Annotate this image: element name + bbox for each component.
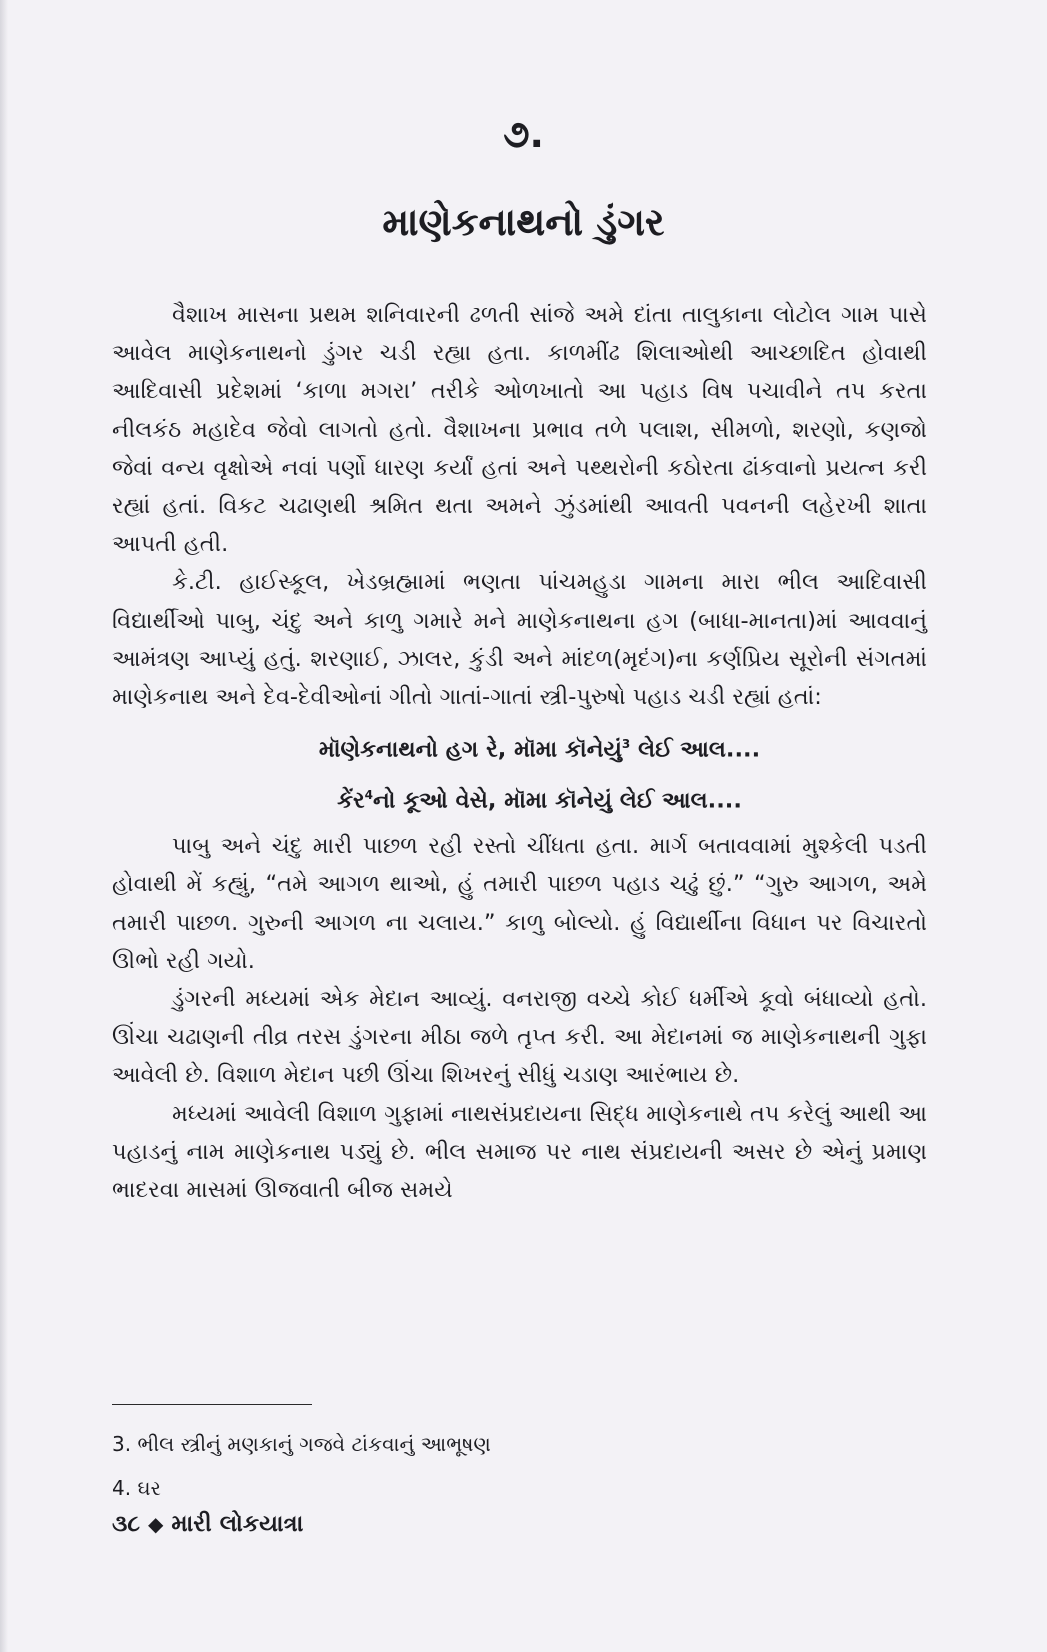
diamond-icon: ◆ [147, 1512, 164, 1536]
footnote-ref: 4 [364, 787, 374, 802]
footnotes [112, 1422, 491, 1510]
verse-text: લેઈ આલ.... [630, 736, 761, 763]
song-verse [112, 722, 927, 773]
song-verse [112, 773, 927, 824]
page-edge-shadow [0, 0, 8, 1652]
chapter-body [112, 296, 927, 1209]
footnote-ref: 3 [621, 737, 631, 752]
paragraph: ડુંગરની મધ્યમાં એક મેદાન આવ્યું. વનરાજી વચ્ચે કોઈ ધર્મીએ કૂવો બંધાવ્યો હતો. ઊંચા ચઢાણની તીવ્ર તરસ ડુંગરના મીઠા જળે તૃપ્ત કરી. આ મેદાનમાં જ માણેકનાથની ગુફા આવેલી છે. વિશાળ મેદાન પછી ઊંચા શિખરનું સીધું ચડાણ આરંભાય છે. [112, 986, 927, 1089]
verse-text: નો કૂઓ વેસે, મૉમા કૉનેયું લેઈ આલ.... [373, 787, 742, 814]
chapter-title: માણેકનાથનો ડુંગર [382, 200, 665, 244]
page-footer [112, 1511, 303, 1537]
paragraph: પાબુ અને ચંદુ મારી પાછળ રહી રસ્તો ચીંધતા હતા. માર્ગ બતાવવામાં મુશ્કેલી પડતી હોવાથી મેં કહ્યું, “તમે આગળ થાઓ, હું તમારી પાછળ પહાડ ચઢું છું.” “ગુરુ આગળ, અમે તમારી પાછળ. ગુરુની આગળ ના ચલાય.” કાળુ બોલ્યો. હું વિદ્યાર્થીના વિધાન પર વિચારતો ઊભો રહી ગયો. [112, 833, 927, 974]
verse-text: કેંર [337, 787, 365, 814]
paragraph: વૈશાખ માસના પ્રથમ શનિવારની ઢળતી સાંજે અમે દાંતા તાલુકાના લોટોલ ગામ પાસે આવેલ માણેકનાથનો ડુંગર ચડી રહ્યા હતા. કાળમીંઢ શિલાઓથી આચ્છાદિત હોવાથી આદિવાસી પ્રદેશમાં ‘કાળા મગરા’ તરીકે ઓળખાતો આ પહાડ વિષ પચાવીને તપ કરતા નીલકંઠ મહાદેવ જેવો લાગતો હતો. વૈશાખના પ્રભાવ તળે પલાશ, સીમળો, શરણો, કણજો જેવાં વન્ય વૃક્ષોએ નવાં પર્ણો ધારણ કર્યાં હતાં અને પથ્થરોની કઠોરતા ઢાંકવાનો પ્રયત્ન કરી રહ્યાં હતાં. વિકટ ચઢાણથી શ્રમિત થતા અમને ઝુંડમાંથી આવતી પવનની લહેરખી શાતા આપતી હતી. [112, 302, 927, 558]
footnote: 3. ભીલ સ્ત્રીનું મણકાનું ગજવે ટાંકવાનું આભૂષણ [112, 1432, 491, 1456]
footnote-separator [112, 1404, 312, 1405]
paragraph: કે.ટી. હાઈસ્કૂલ, ખેડબ્રહ્મામાં ભણતા પાંચમહુડા ગામના મારા ભીલ આદિવાસી વિદ્યાર્થીઓ પાબુ, ચંદુ અને કાળુ ગમારે મને માણેકનાથના હગ (બાધા-માનતા)માં આવવાનું આમંત્રણ આપ્યું હતું. શરણાઈ, ઝાલર, કુંડી અને માંદળ(મૃદંગ)ના કર્ણપ્રિય સૂરોની સંગતમાં માણેકનાથ અને દેવ-દેવીઓનાં ગીતો ગાતાં-ગાતાં સ્ત્રી-પુરુષો પહાડ ચડી રહ્યાં હતાં: [112, 569, 927, 711]
book-title: મારી લોકયાત્રા [171, 1511, 304, 1537]
chapter-number: ૭. [503, 112, 544, 156]
verse-text: મૉણેકનાથનો હગ રે, મૉમા કૉનેયું [318, 736, 622, 763]
footnote: 4. ઘર [112, 1476, 161, 1500]
page-number: ૩૮ [112, 1511, 140, 1537]
paragraph: મધ્યમાં આવેલી વિશાળ ગુફામાં નાથસંપ્રદાયના સિદ્ધ માણેકનાથે તપ કરેલું આથી આ પહાડનું નામ માણેકનાથ પડ્યું છે. ભીલ સમાજ પર નાથ સંપ્રદાયની અસર છે એનું પ્રમાણ ભાદરવા માસમાં ઊજવાતી બીજ સમયે [112, 1100, 927, 1204]
